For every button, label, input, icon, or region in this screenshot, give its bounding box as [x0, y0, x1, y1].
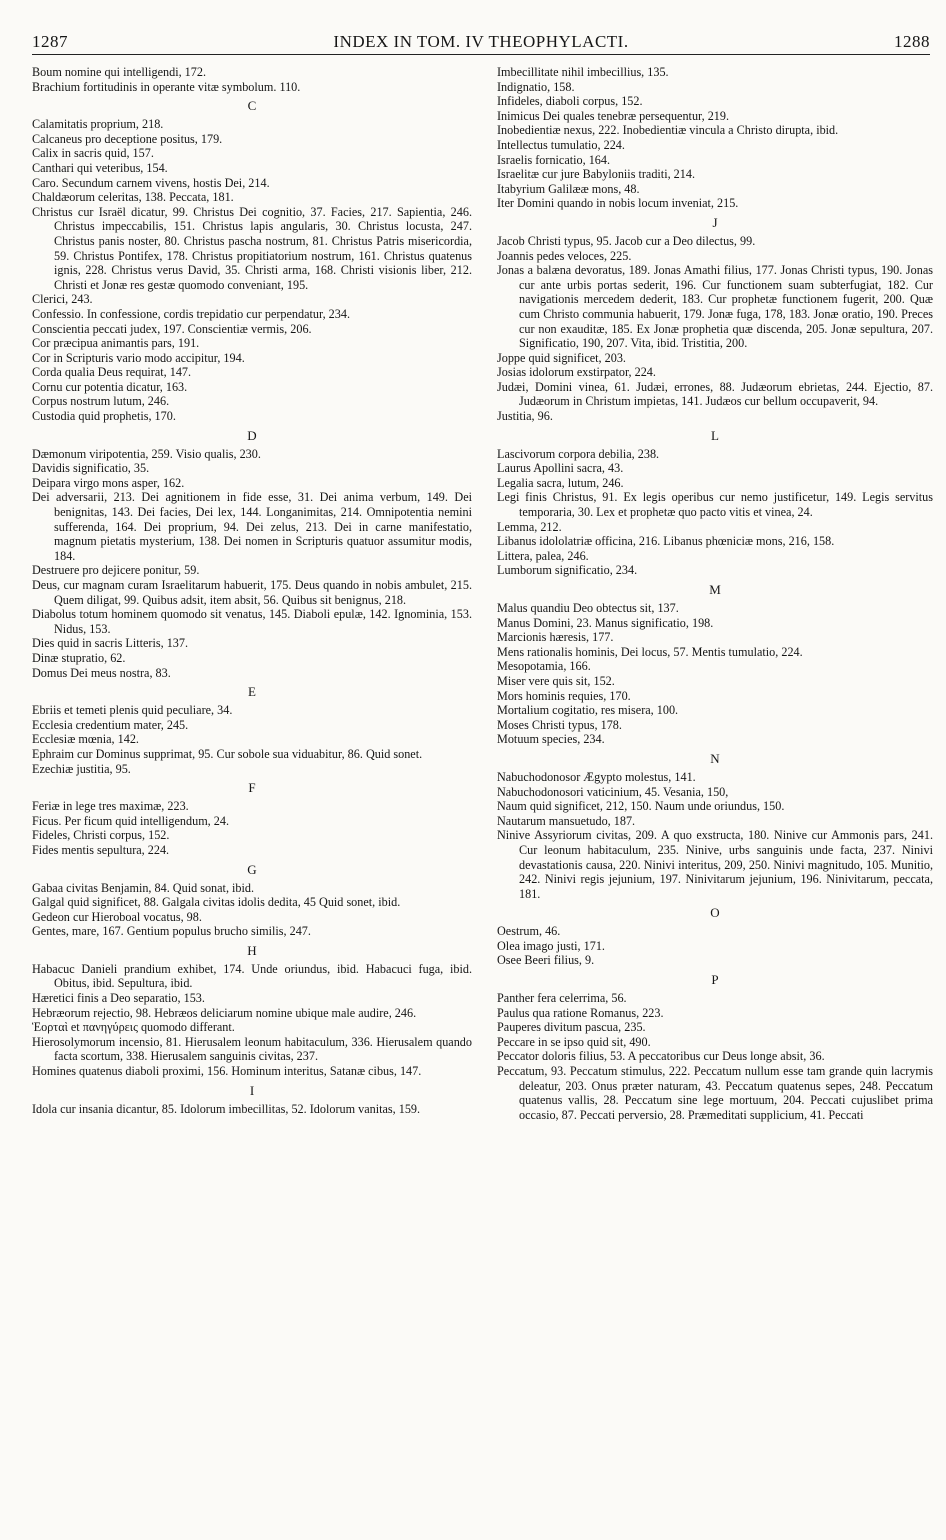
index-entry: Clerici, 243. [32, 292, 93, 307]
section-letter: F [248, 780, 256, 796]
section-letter: M [709, 582, 721, 597]
index-entry: Fideles, Christi corpus, 152. [32, 828, 170, 843]
index-section [32, 780, 472, 857]
index-entry: Christus cur Israël dicatur, 99. Christus Dei cognitio, 37. Facies, 217. Sapientia, 246. Christus impeccabilis, 151. Christus lapis angularis, 30. Christus locusta, 247. Christus panis noster, 80. Christus pascha nostrum, 81. Christus Patris misericordia, 59. Christus Pontifex, 178. Christus propitiatorium nostrum, 161. Christus quatenus ignis, 228. Christus verus David, 35. Christi arma, 168. Christi visionis liber, 212. Christi et Jonæ res gestæ quomodo conveniant, 195. [32, 204, 472, 292]
index-entry: Dinæ stupratio, 62. [32, 650, 126, 665]
index-entry: Legalia sacra, lutum, 246. [497, 475, 624, 490]
index-entry: Joppe quid significet, 203. [497, 350, 626, 365]
index-entry: Manus Domini, 23. Manus significatio, 198. [497, 615, 714, 630]
index-section [32, 862, 472, 939]
index-entry: Fides mentis sepultura, 224. [32, 842, 170, 857]
page-number-left: 1287 [32, 32, 68, 51]
index-section [497, 582, 933, 747]
index-section [32, 684, 472, 776]
index-entry: Ezechiæ justitia, 95. [32, 761, 131, 776]
section-letter: D [247, 427, 257, 443]
index-entry: Hierosolymorum incensio, 81. Hierusalem leonum habitaculum, 336. Hierusalem quando facta scortum, 338. Hierusalem sanguinis civitas, 237. [32, 1034, 472, 1064]
index-entry: Gabaa civitas Benjamin, 84. Quid sonat, ibid. [32, 880, 255, 895]
index-entry: Cor præcipua animantis pars, 191. [32, 336, 200, 351]
index-entry: Mesopotamia, 166. [497, 659, 591, 674]
index-entry: Destruere pro dejicere ponitur, 59. [32, 563, 200, 578]
index-entry: Josias idolorum exstirpator, 224. [497, 365, 656, 380]
index-entry: Nautarum mansuetudo, 187. [497, 813, 636, 828]
index-entry: Domus Dei meus nostra, 83. [32, 665, 171, 680]
section-letter: I [249, 1082, 255, 1098]
index-entry: Idola cur insania dicantur, 85. Idolorum imbecillitas, 52. Idolorum vanitas, 159. [32, 1101, 421, 1116]
index-entry: Libanus idololatriæ officina, 216. Libanus phœniciæ mons, 216, 158. [497, 534, 835, 549]
page-header [32, 30, 930, 55]
section-letter: N [710, 750, 720, 766]
index-entry: Ἑορταὶ et πανηγύρεις quomodo differant. [32, 1020, 235, 1035]
section-letter: L [711, 427, 719, 443]
index-entry: Ficus. Per ficum quid intelligendum, 24. [32, 813, 230, 828]
index-entry: Homines quatenus diaboli proximi, 156. Hominum interitus, Satanæ cibus, 147. [32, 1064, 422, 1079]
index-entry: Ninive Assyriorum civitas, 209. A quo exstructa, 180. Ninive cur Ammonis pars, 241. Cur leonum habitaculum, 235. Ninive, urbs sanguinis unde facta, 237. Ninivi devastationis causa, 220. Ninivi interitus, 209, 250. Ninivi magnitudo, 105. Munitio, 242. Ninivi regis jejunium, 197. Ninivitarum jejunium, 196. Ninivitarum, peccata, 181. [497, 828, 933, 901]
index-entry: Deipara virgo mons asper, 162. [32, 475, 185, 490]
index-entry: Custodia quid prophetis, 170. [32, 409, 176, 424]
index-entry: Corda qualia Deus requirat, 147. [32, 365, 192, 380]
index-entry: Dies quid in sacris Litteris, 137. [32, 636, 189, 651]
index-entry: Nabuchodonosori vaticinium, 45. Vesania, 150, [497, 784, 729, 799]
index-entry: Malus quandiu Deo obtectus sit, 137. [497, 601, 679, 615]
page-number-right: 1288 [894, 32, 930, 51]
index-entry: Naum quid significet, 212, 150. Naum unde oriundus, 150. [497, 799, 785, 814]
index-entry: Infideles, diaboli corpus, 152. [497, 94, 643, 109]
index-entry: Peccatum, 93. Peccatum stimulus, 222. Peccatum nullum esse tam grande quin lacrymis deleatur, 203. Onus præter naturam, 43. Peccatum quatenus sepes, 248. Peccatum quatenus vallis, 28. Peccatum sine lege mortuum, 204. Peccati cujuslibet prima occasio, 87. Peccati perversio, 28. Præmeditati supplicium, 41. Peccati [497, 1064, 933, 1122]
index-entry: Jacob Christi typus, 95. Jacob cur a Deo dilectus, 99. [497, 233, 756, 248]
index-entry: Olea imago justi, 171. [497, 938, 605, 953]
index-entry: Imbecillitate nihil imbecillius, 135. [497, 65, 669, 79]
index-entry: Habacuc Danieli prandium exhibet, 174. Unde oriundus, ibid. Habacuci fuga, ibid. Obitus, ibid. Sepultura, ibid. [32, 961, 472, 991]
index-entry: Judæi, Domini vinea, 61. Judæi, errones, 88. Judæorum ebrietas, 244. Ejectio, 87. Judæorum in Christum impietas, 141. Judæos cur bellum occupaverit, 94. [497, 379, 933, 409]
index-section [497, 65, 933, 211]
index-entry: Gentes, mare, 167. Gentium populus brucho similis, 247. [32, 924, 311, 939]
index-section [497, 751, 933, 901]
index-entry: Israelis fornicatio, 164. [497, 152, 611, 167]
index-column-left [32, 65, 472, 1535]
index-entry: Brachium fortitudinis in operante vitæ symbolum. 110. [32, 79, 301, 94]
index-entry: Chaldæorum celeritas, 138. Peccata, 181. [32, 190, 234, 205]
index-entry: Conscientia peccati judex, 197. Conscientiæ vermis, 206. [32, 321, 312, 336]
index-entry: Hæretici finis a Deo separatio, 153. [32, 991, 205, 1006]
index-section [32, 65, 472, 94]
index-entry: Motuum species, 234. [497, 732, 605, 747]
index-entry: Nabuchodonosor Ægypto molestus, 141. [497, 769, 696, 784]
index-entry: Calcaneus pro deceptione positus, 179. [32, 131, 223, 146]
index-entry: Peccator doloris filius, 53. A peccatoribus cur Deus longe absit, 36. [497, 1049, 825, 1064]
index-entry: Inobedientiæ nexus, 222. Inobedientiæ vincula a Christo dirupta, ibid. [497, 123, 839, 138]
index-entry: Feriæ in lege tres maximæ, 223. [32, 799, 189, 814]
section-letter: G [247, 861, 257, 877]
index-entry: Boum nomine qui intelligendi, 172. [32, 65, 206, 79]
index-entry: Paulus qua ratione Romanus, 223. [497, 1005, 664, 1020]
index-entry: Hebræorum rejectio, 98. Hebræos deliciarum nomine ubique male audire, 246. [32, 1005, 417, 1020]
index-entry: Itabyrium Galilææ mons, 48. [497, 181, 640, 196]
index-entry: Lemma, 212. [497, 519, 562, 534]
index-entry: Israelitæ cur jure Babyloniis traditi, 214. [497, 167, 696, 182]
index-entry: Panther fera celerrima, 56. [497, 991, 627, 1006]
index-entry: Peccare in se ipso quid sit, 490. [497, 1034, 651, 1049]
index-entry: Intellectus tumulatio, 224. [497, 137, 625, 152]
index-section [497, 215, 933, 424]
index-entry: Confessio. In confessione, cordis trepidatio cur perpendatur, 234. [32, 306, 350, 321]
index-entry: Mortalium cogitatio, res misera, 100. [497, 703, 679, 718]
index-entry: Galgal quid significet, 88. Galgala civitas idolis dedita, 45 Quid sonet, ibid. [32, 895, 401, 910]
index-entry: Corpus nostrum lutum, 246. [32, 394, 170, 409]
index-entry: Mens rationalis hominis, Dei locus, 57. Mentis tumulatio, 224. [497, 644, 803, 659]
index-section [32, 98, 472, 423]
section-letter: C [247, 98, 257, 114]
index-entry: Mors hominis requies, 170. [497, 688, 631, 703]
index-section [32, 1083, 472, 1117]
index-entry: Lumborum significatio, 234. [497, 563, 638, 578]
index-entry: Miser vere quis sit, 152. [497, 673, 615, 688]
index-entry: Pauperes divitum pascua, 235. [497, 1020, 646, 1035]
index-column-right [497, 65, 933, 1535]
index-section [497, 428, 933, 578]
index-entry: Marcionis hæresis, 177. [497, 630, 614, 645]
index-entry: Iter Domini quando in nobis locum inveniat, 215. [497, 196, 739, 211]
index-entry: Ecclesiæ mœnia, 142. [32, 732, 139, 747]
index-section [497, 972, 933, 1122]
running-title: INDEX IN TOM. IV THEOPHYLACTI. [333, 32, 629, 51]
index-section [32, 943, 472, 1079]
index-entry: Deus, cur magnam curam Israelitarum habuerit, 175. Deus quando in nobis ambulet, 215. Quem diligat, 99. Quibus adsit, item absit, 56. Quibus sit benignus, 218. [32, 578, 472, 607]
index-entry: Legi finis Christus, 91. Ex legis operibus cur nemo justificetur, 149. Legis servitus temporaria, 30. Lex et prophetæ quo pacto vitis et vinea, 24. [497, 490, 933, 520]
index-entry: Ebriis et temeti plenis quid peculiare, 34. [32, 703, 233, 718]
index-entry: Moses Christi typus, 178. [497, 717, 622, 732]
index-entry: Dei adversarii, 213. Dei agnitionem in fide esse, 31. Dei anima verbum, 149. Dei benignitas, 143. Dei facies, Dei lex, 144. Longanimitas, 214. Omnipotentia nemini sufferenda, 164. Dei proprium, 94. Dei zelus, 213. Dei in carne manifestatio, magnum pietatis mysterium, 138. Dei nomen in Scripturis quatuor assumitur modis, 184. [32, 490, 472, 563]
section-letter: O [710, 905, 720, 921]
index-entry: Diabolus totum hominem quomodo sit venatus, 145. Diaboli epulæ, 142. Ignominia, 153. Nidus, 153. [32, 607, 472, 636]
index-entry: Oestrum, 46. [497, 924, 561, 939]
index-section [497, 905, 933, 968]
index-entry: Dæmonum viripotentia, 259. Visio qualis, 230. [32, 446, 261, 461]
section-letter: J [712, 214, 718, 230]
index-entry: Calamitatis proprium, 218. [32, 117, 164, 132]
index-entry: Justitia, 96. [497, 409, 553, 424]
index-entry: Jonas a balæna devoratus, 189. Jonas Amathi filius, 177. Jonas Christi typus, 190. Jonas cur ante urbis portas sederit, 196. Cur functionem suam subterfugiat, 182. Cur navigationis mercedem dederit, 183. Cur prophetæ functionem fugerit, 200. Quæ cum Christo communia habuerit, 179. Jonæ fuga, 178, 183. Jonæ oratio, 190. Preces cur non exauditæ, 185. Ex Jonæ prophetia quæ discenda, 205. Jonæ sepultura, 207. Significatio, 190, 207. Vita, ibid. Tristitia, 200. [497, 263, 933, 351]
index-entry: Davidis significatio, 35. [32, 461, 150, 476]
section-letter: H [247, 942, 257, 958]
index-entry: Laurus Apollini sacra, 43. [497, 461, 624, 476]
index-entry: Indignatio, 158. [497, 79, 575, 94]
index-entry: Lascivorum corpora debilia, 238. [497, 446, 660, 461]
section-letter: P [711, 972, 719, 988]
index-entry: Calix in sacris quid, 157. [32, 146, 154, 161]
index-entry: Inimicus Dei quales tenebræ persequentur, 219. [497, 108, 730, 123]
index-entry: Caro. Secundum carnem vivens, hostis Dei, 214. [32, 175, 270, 190]
index-section [32, 428, 472, 681]
index-entry: Ephraim cur Dominus supprimat, 95. Cur sobole sua viduabitur, 86. Quid sonet. [32, 746, 423, 761]
index-entry: Gedeon cur Hieroboal vocatus, 98. [32, 909, 202, 924]
section-letter: E [248, 684, 256, 700]
index-entry: Osee Beeri filius, 9. [497, 953, 595, 968]
index-entry: Joannis pedes veloces, 225. [497, 248, 632, 263]
index-entry: Littera, palea, 246. [497, 548, 589, 563]
index-entry: Cornu cur potentia dicatur, 163. [32, 379, 188, 394]
index-entry: Ecclesia credentium mater, 245. [32, 717, 189, 732]
index-entry: Cor in Scripturis vario modo accipitur, 194. [32, 350, 245, 365]
index-entry: Canthari qui veteribus, 154. [32, 160, 168, 175]
